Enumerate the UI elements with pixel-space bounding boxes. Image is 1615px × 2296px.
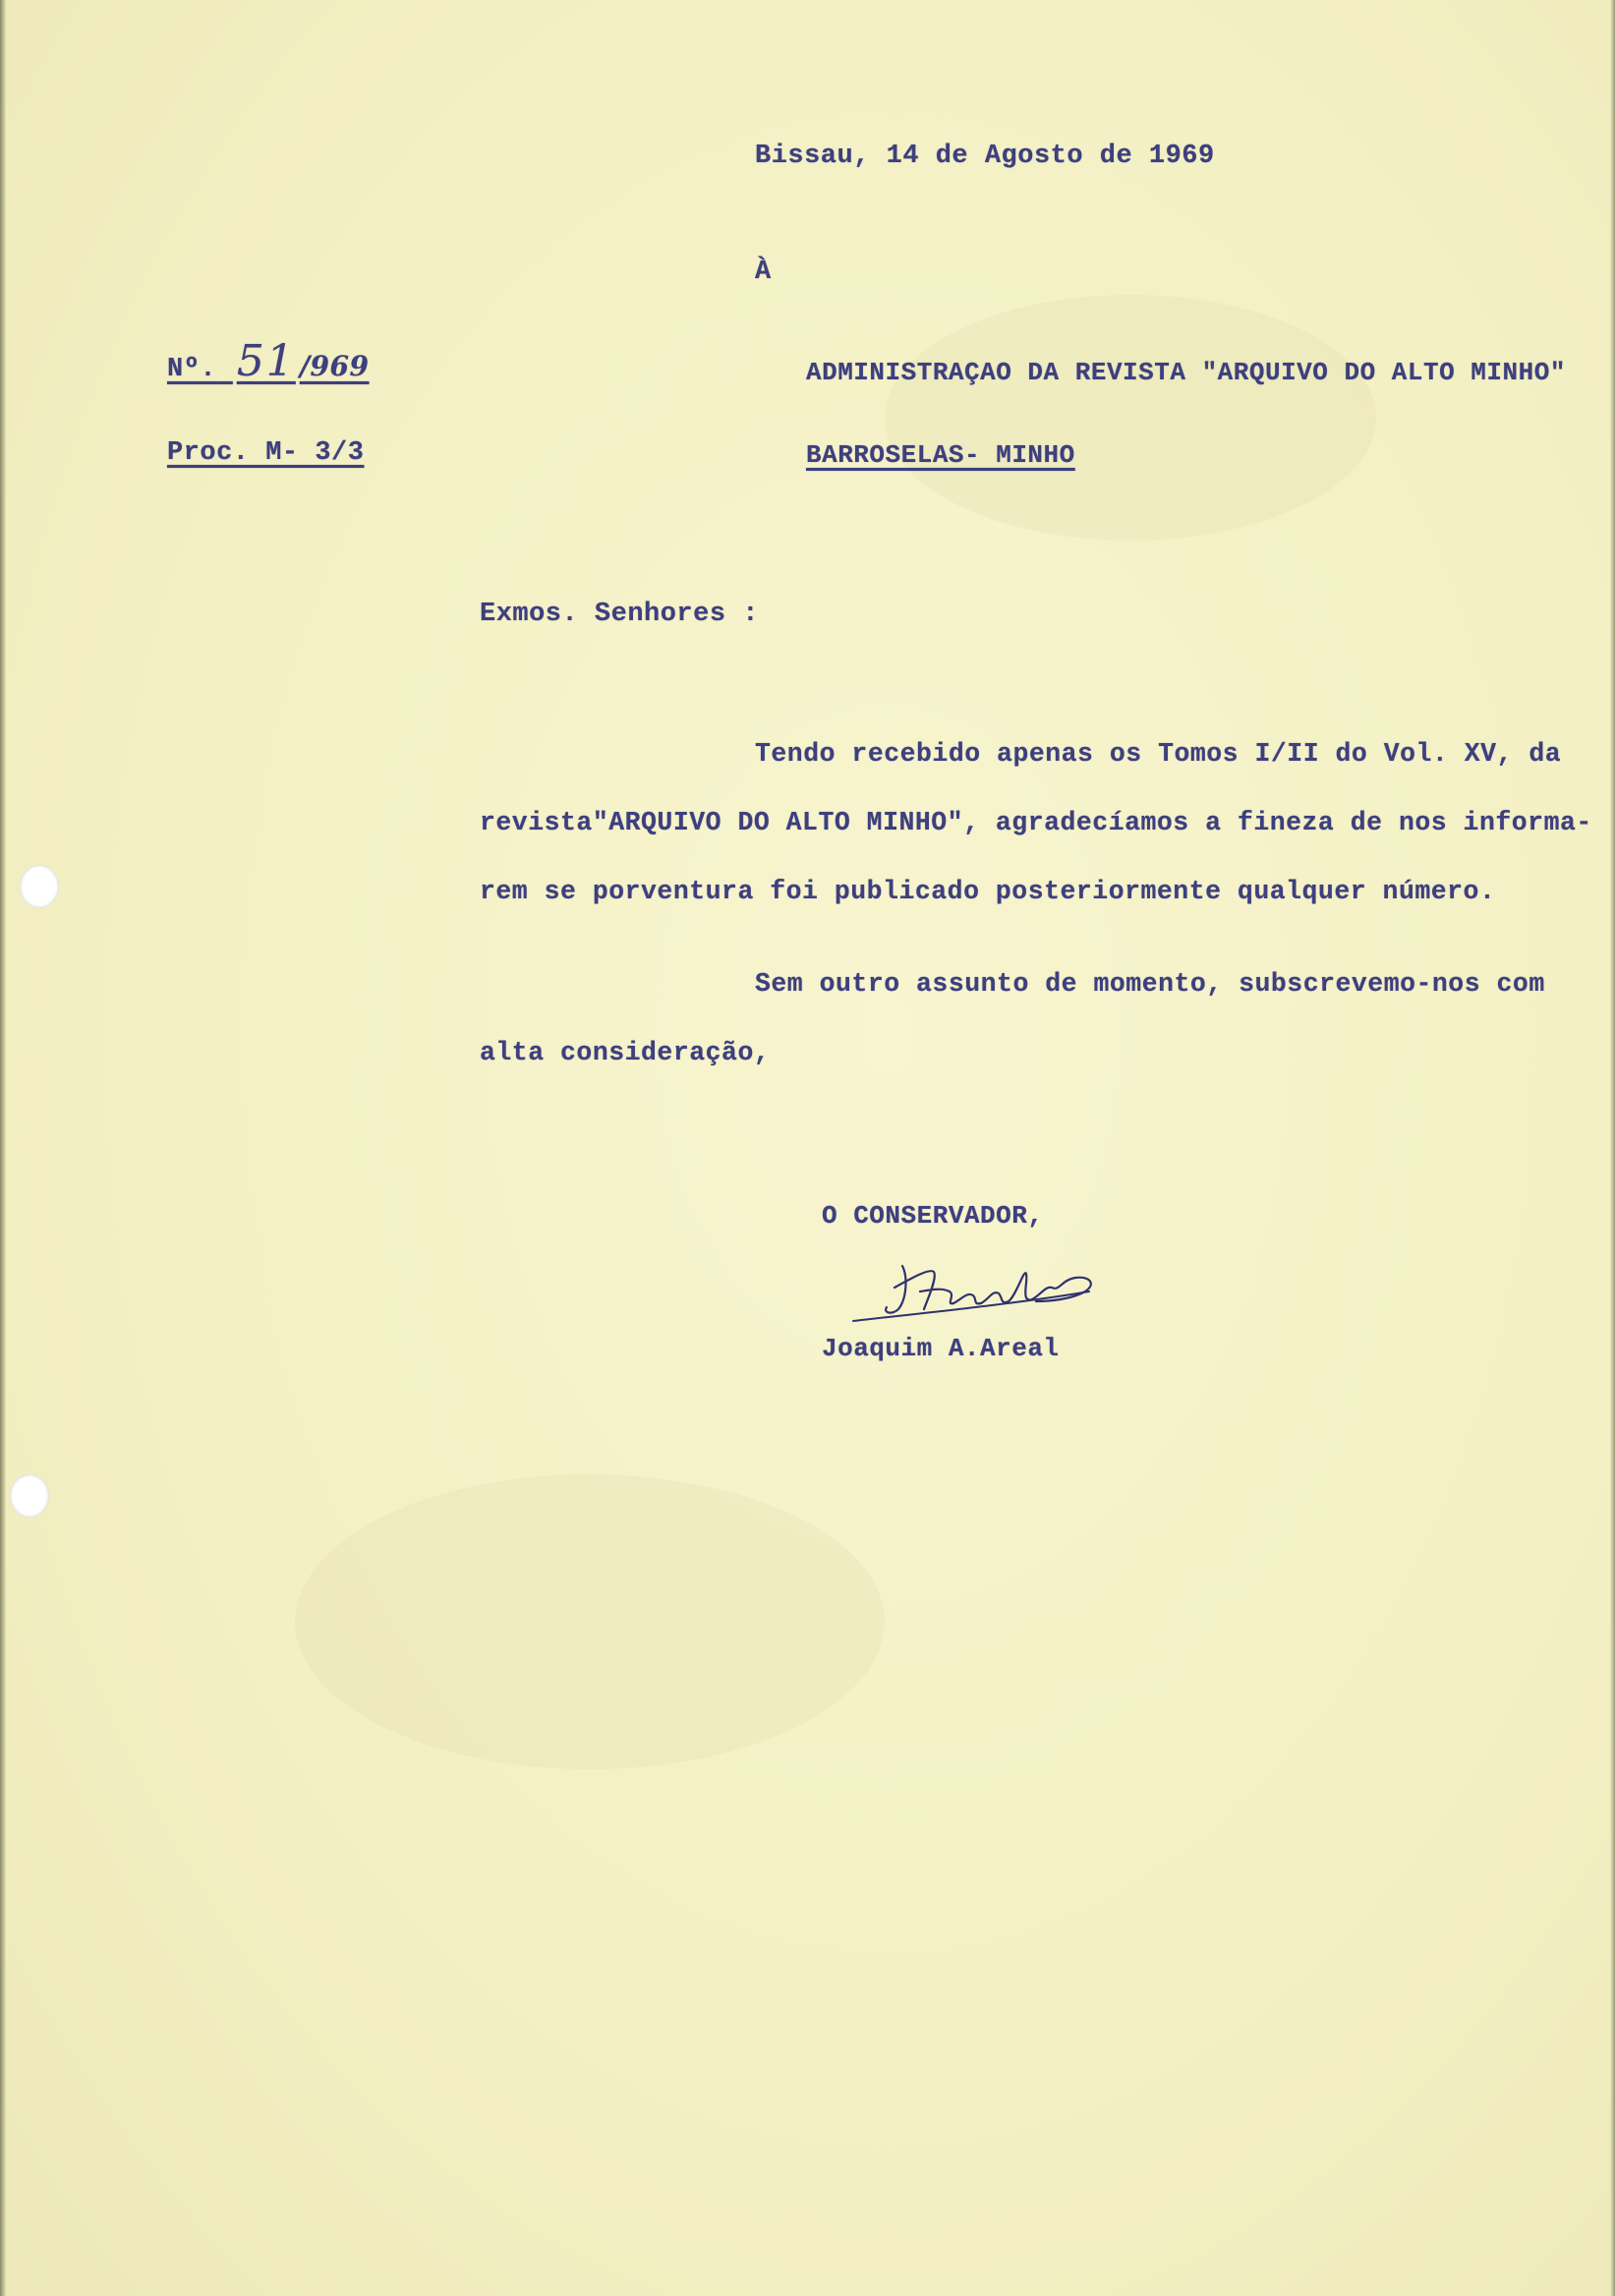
body-line-3: rem se porventura foi publicado posteriormente qualquer número.	[480, 877, 1496, 906]
body-line-5: alta consideração,	[480, 1038, 771, 1067]
signer-name: Joaquim A.Areal	[822, 1334, 1060, 1363]
recipient-line-1: ADMINISTRAÇAO DA REVISTA "ARQUIVO DO ALTO MINHO"	[806, 358, 1566, 387]
paper-edge-right	[1610, 0, 1615, 2296]
body-line-1: Tendo recebido apenas os Tomos I/II do Vol. XV, da	[755, 739, 1562, 769]
process-reference: Proc. M- 3/3	[167, 438, 365, 468]
body-line-2: revista"ARQUIVO DO ALTO MINHO", agradecíamos a fineza de nos informa-	[480, 808, 1592, 837]
date-line: Bissau, 14 de Agosto de 1969	[755, 142, 1215, 171]
punch-hole-top	[20, 865, 59, 908]
reference-prefix: Nº.	[167, 355, 217, 384]
closing-title: O CONSERVADOR,	[822, 1201, 1044, 1231]
reference-handwritten-number: 51	[236, 336, 296, 386]
handwritten-signature	[843, 1248, 1158, 1337]
salutation: Exmos. Senhores :	[480, 600, 759, 629]
paper-stain	[295, 1474, 885, 1769]
punch-hole-bottom	[10, 1474, 49, 1518]
paper-stain	[885, 295, 1376, 541]
body-line-4: Sem outro assunto de momento, subscrevemo-nos com	[755, 969, 1545, 999]
reference-number	[167, 336, 370, 386]
reference-year: /969	[299, 350, 370, 382]
recipient-line-2: BARROSELAS- MINHO	[806, 440, 1075, 470]
paper-edge-left	[0, 0, 6, 2296]
to-marker: À	[755, 258, 772, 287]
